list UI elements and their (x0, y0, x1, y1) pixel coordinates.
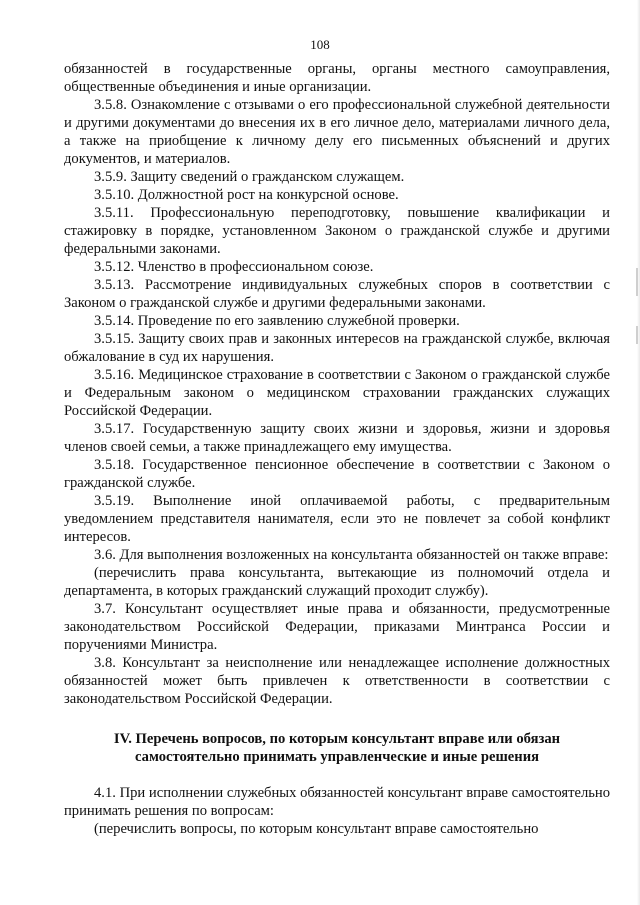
section-4-heading: IV. Перечень вопросов, по которым консультант вправе или обязан самостоятельно принимать управленческие и иные решения (113, 731, 561, 765)
paragraph-3-6-placeholder: (перечислить права консультанта, вытекающие из полномочий отдела и департамента, в которых гражданский служащий проходит службу). (64, 565, 610, 599)
paragraph-3-5-8: 3.5.8. Ознакомление с отзывами о его профессиональной служебной деятельности и другими документами до внесения их в его личное дело, материалами личного дела, а также на приобщение к личному делу его письменных объяснений и других документов, и материалов. (64, 97, 610, 167)
paragraph-continuation: обязанностей в государственные органы, органы местного самоуправления, общественные объединения и иные организации. (64, 61, 610, 95)
paragraph-3-5-12: 3.5.12. Членство в профессиональном союзе. (94, 259, 374, 275)
paragraph-3-6: 3.6. Для выполнения возложенных на консультанта обязанностей он также вправе: (94, 547, 609, 563)
document-body (64, 60, 610, 838)
paragraph-3-5-9: 3.5.9. Защиту сведений о гражданском служащем. (94, 169, 405, 185)
paragraph-3-8: 3.8. Консультант за неисполнение или ненадлежащее исполнение должностных обязанностей может быть привлечен к ответственности в соответствии с законодательством Российской Федерации. (64, 655, 610, 707)
paragraph-4-1: 4.1. При исполнении служебных обязанностей консультант вправе самостоятельно принимать решения по вопросам: (64, 785, 610, 819)
paragraph-3-5-10: 3.5.10. Должностной рост на конкурсной основе. (94, 187, 399, 203)
paragraph-3-5-14: 3.5.14. Проведение по его заявлению служебной проверки. (94, 313, 460, 329)
paragraph-3-5-11: 3.5.11. Профессиональную переподготовку, повышение квалификации и стажировку в порядке, установленном Законом о гражданской службе и другими федеральными законами. (64, 205, 610, 257)
paragraph-4-1-placeholder: (перечислить вопросы, по которым консультант вправе самостоятельно (94, 821, 539, 837)
paragraph-3-5-17: 3.5.17. Государственную защиту своих жизни и здоровья, жизни и здоровья членов своей семьи, а также принадлежащего ему имущества. (64, 421, 610, 455)
scan-artifact-mark (636, 268, 638, 296)
paragraph-3-5-16: 3.5.16. Медицинское страхование в соответствии с Законом о гражданской службе и Федеральным законом о медицинском страховании гражданских служащих Российской Федерации. (64, 367, 610, 419)
paragraph-3-5-18: 3.5.18. Государственное пенсионное обеспечение в соответствии с Законом о гражданской службе. (64, 457, 610, 491)
paragraph-3-5-13: 3.5.13. Рассмотрение индивидуальных служебных споров в соответствии с Законом о гражданской службе и другими федеральными законами. (64, 277, 610, 311)
paragraph-3-5-15: 3.5.15. Защиту своих прав и законных интересов на гражданской службе, включая обжалование в суд их нарушения. (64, 331, 610, 365)
scan-artifact-mark (636, 326, 638, 344)
paragraph-3-5-19: 3.5.19. Выполнение иной оплачиваемой работы, с предварительным уведомлением представителя нанимателя, если это не повлечет за собой конфликт интересов. (64, 493, 610, 545)
page-number: 108 (310, 37, 330, 52)
paragraph-3-7: 3.7. Консультант осуществляет иные права и обязанности, предусмотренные законодательством Российской Федерации, приказами Минтранса России и поручениями Министра. (64, 601, 610, 653)
